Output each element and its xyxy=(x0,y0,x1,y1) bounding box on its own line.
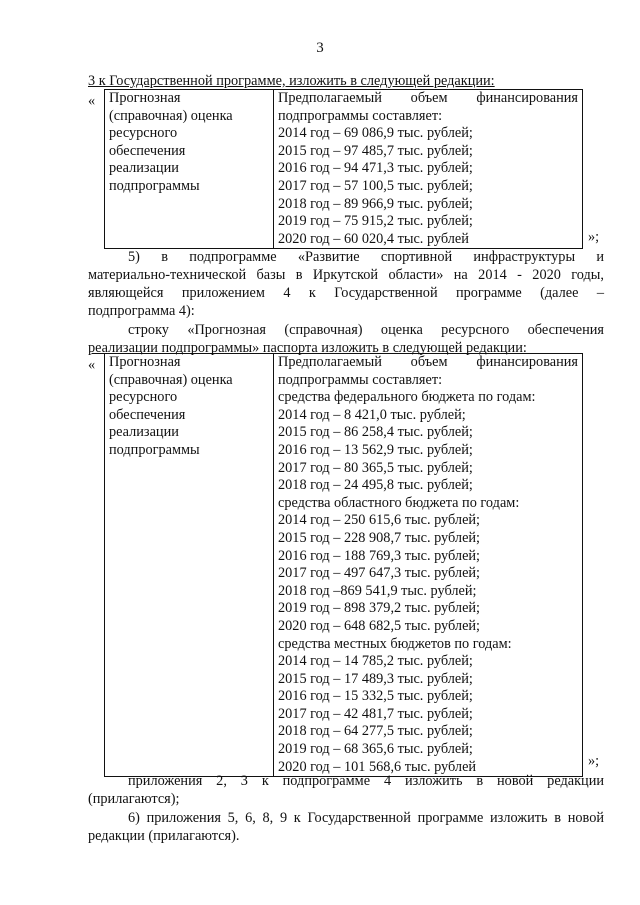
para5-word: подпрограмме xyxy=(189,249,277,265)
table2-value-line: 2017 год – 80 365,5 тыс. рублей; xyxy=(278,459,473,476)
table1-head-line xyxy=(278,90,578,108)
table2-label-cell xyxy=(105,354,274,777)
table1-label-line: ресурсного xyxy=(109,125,178,142)
table1-value-line: подпрограммы составляет: xyxy=(278,107,443,124)
table1-label-line: Прогнозная xyxy=(109,90,181,106)
para5-word: «Развитие xyxy=(297,249,360,265)
para5-word: спортивной xyxy=(380,249,453,265)
table2-value-line: 2018 год –869 541,9 тыс. рублей; xyxy=(278,582,477,599)
para5-line2: материально-технической базы в Иркутской области» на 2014 - 2020 годы, xyxy=(88,267,604,283)
table1-head-word: объем xyxy=(410,90,448,106)
para5-word: в xyxy=(161,249,168,265)
table2-value-line: подпрограммы составляет: xyxy=(278,371,443,388)
row-para-line1: строку «Прогнозная (справочная) оценка ресурсного обеспечения xyxy=(128,322,604,338)
table1-value-line: 2020 год – 60 020,4 тыс. рублей xyxy=(278,230,469,247)
table2-head-word: объем xyxy=(410,354,448,370)
table2-head-word: Предполагаемый xyxy=(278,354,382,370)
table2-value-cell xyxy=(274,354,583,777)
para5-line1 xyxy=(128,248,604,266)
table1-label-line: реализации xyxy=(109,160,179,177)
table1-label-line: подпрограммы xyxy=(109,177,200,194)
table2-value-line: 2016 год – 15 332,5 тыс. рублей; xyxy=(278,688,473,705)
table2-value-line: 2018 год – 64 277,5 тыс. рублей; xyxy=(278,723,473,740)
table2-label-line: обеспечения xyxy=(109,406,186,423)
table2-value-line: 2014 год – 8 421,0 тыс. рублей; xyxy=(278,406,466,423)
intro-line-text: 3 к Государственной программе, изложить в следующей редакции: xyxy=(88,73,495,89)
table2-value-line: 2017 год – 497 647,3 тыс. рублей; xyxy=(278,565,481,582)
table1-value-line: 2019 год – 75 915,2 тыс. рублей; xyxy=(278,213,473,230)
resource-table-2 xyxy=(104,353,583,777)
table2-value-line: 2020 год – 101 568,6 тыс. рублей xyxy=(278,758,477,775)
table2-label-line: (справочная) оценка xyxy=(109,371,233,388)
table2-label-line: Прогнозная xyxy=(109,354,181,370)
table1-head-word: финансирования xyxy=(476,90,578,106)
table2-value-line: 2017 год – 42 481,7 тыс. рублей; xyxy=(278,705,473,722)
para6-line1: 6) приложения 5, 6, 8, 9 к Государственной программе изложить в новой xyxy=(128,810,604,826)
table2-value-line: 2018 год – 24 495,8 тыс. рублей; xyxy=(278,477,473,494)
table1-value-line: 2016 год – 94 471,3 тыс. рублей; xyxy=(278,160,473,177)
open-quote-1: « xyxy=(88,93,96,109)
table2-value-line: 2019 год – 68 365,6 тыс. рублей; xyxy=(278,741,473,758)
close-quote-1: »; xyxy=(588,229,600,245)
table2-value-line: 2014 год – 250 615,6 тыс. рублей; xyxy=(278,512,481,529)
resource-table-1 xyxy=(104,89,583,249)
table1-label-cell xyxy=(105,90,274,249)
table2-label-line: реализации xyxy=(109,424,179,441)
table1-head-word: Предполагаемый xyxy=(278,90,382,106)
app-para-line2: (прилагаются); xyxy=(88,791,180,807)
para5-line3: являющейся приложением 4 к Государственной программе (далее – xyxy=(88,285,604,301)
table2-value-line: 2015 год – 86 258,4 тыс. рублей; xyxy=(278,424,473,441)
table2-value-line: 2020 год – 648 682,5 тыс. рублей; xyxy=(278,617,481,634)
table2-value-line: 2019 год – 898 379,2 тыс. рублей; xyxy=(278,600,481,617)
table2-value-line: 2016 год – 13 562,9 тыс. рублей; xyxy=(278,441,473,458)
table2-value-line: 2015 год – 228 908,7 тыс. рублей; xyxy=(278,529,481,546)
page-number: 3 xyxy=(316,40,324,56)
row-para-line2-text: реализации подпрограммы» паспорта изложить в следующей редакции: xyxy=(88,340,527,356)
table1-label-line: (справочная) оценка xyxy=(109,107,233,124)
table2-value-line: средства областного бюджета по годам: xyxy=(278,494,520,511)
table1-value-line: 2018 год – 89 966,9 тыс. рублей; xyxy=(278,195,473,212)
close-quote-2: »; xyxy=(588,753,600,769)
table2-value-line: средства федерального бюджета по годам: xyxy=(278,389,536,406)
table2-label-line: подпрограммы xyxy=(109,441,200,458)
table2-value-line: 2014 год – 14 785,2 тыс. рублей; xyxy=(278,653,473,670)
table1-value-line: 2014 год – 69 086,9 тыс. рублей; xyxy=(278,125,473,142)
table1-value-line: 2017 год – 57 100,5 тыс. рублей; xyxy=(278,177,473,194)
table2-head-line xyxy=(278,354,578,372)
intro-line xyxy=(88,72,604,90)
table2-head-word: финансирования xyxy=(476,354,578,370)
table2-value-line: 2015 год – 17 489,3 тыс. рублей; xyxy=(278,670,473,687)
para5-line4: подпрограмма 4): xyxy=(88,303,195,319)
para6-line2: редакции (прилагаются). xyxy=(88,828,240,844)
para5-word: и xyxy=(596,249,604,265)
table2-value-line: 2016 год – 188 769,3 тыс. рублей; xyxy=(278,547,481,564)
table1-label-line: обеспечения xyxy=(109,142,186,159)
app-para-line1: приложения 2, 3 к подпрограмме 4 изложить в новой редакции xyxy=(128,773,604,789)
open-quote-2: « xyxy=(88,357,96,373)
para5-word: инфраструктуры xyxy=(473,249,576,265)
table2-value-line: средства местных бюджетов по годам: xyxy=(278,635,512,652)
table2-label-line: ресурсного xyxy=(109,389,178,406)
para5-word: 5) xyxy=(128,249,140,265)
table1-value-line: 2015 год – 97 485,7 тыс. рублей; xyxy=(278,142,473,159)
table1-value-cell xyxy=(274,90,583,249)
